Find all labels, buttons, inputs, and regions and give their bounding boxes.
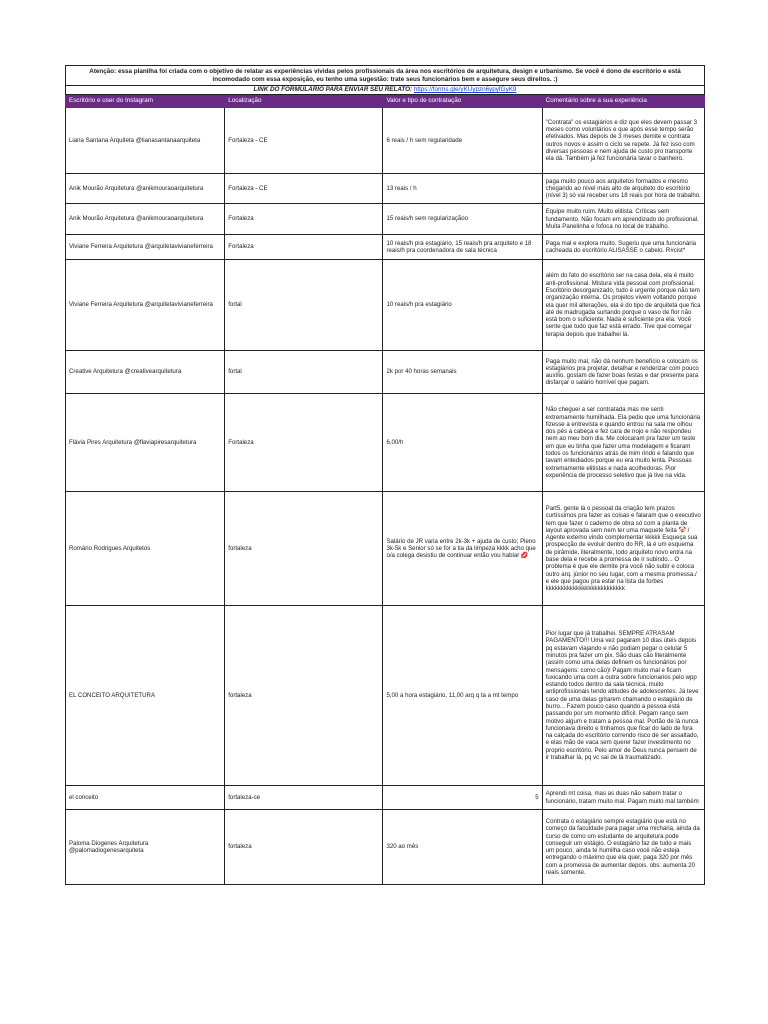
table-row — [66, 260, 705, 351]
value-cell: 10 reais/h pra estagiário — [383, 260, 542, 351]
value-cell: 5 — [383, 786, 542, 810]
table-row — [66, 394, 705, 492]
office-cell: Romário Rodrigues Arquitetos — [66, 492, 225, 606]
location-cell: fortaleza — [225, 606, 383, 786]
value-cell: 10 reais/h pra estagiário, 15 reais/h pra arquiteto e 18 reais/h pra coordenadora de sala técnica — [383, 235, 542, 260]
comment-cell: Part5. gente lá o pessoal da criação tem prazos curtíssimos pra fazer as coisas e falaram que o executivo tem que fazer o caderno de obra só com a planta de layout aprovada sem nem ter uma maquete feita 🤡 / Agente externo vindo complementar kkkkk Esqueça sua prospecção de evoluir dentro do RR, lá é um esquema de pirâmide, literalmente, todo arquiteto novo entra na base dela e recebe a promessa de ir subindo... O problema é que ele demite pra você não subir e coloca outro arq. júnior no seu lugar, com a mesma promessa./ e ele que pagou pra estar na lista da forbes kkkkkkkkkkkkkkkkkkkkkkkkkk — [542, 492, 704, 606]
office-cell: Viviane Ferreira Arquitetura @arquitetavivianeferreira — [66, 260, 225, 351]
location-cell: fortal — [225, 260, 383, 351]
table-row — [66, 492, 705, 606]
office-cell: Anik Mourão Arquitetura @anikmouraoarquitetura — [66, 204, 225, 235]
table-row — [66, 108, 705, 174]
comment-cell: "Contrata" os estagiários e diz que eles devem passar 3 meses como voluntários e que após esse tempo serão efetivados. Mas depois de 3 meses demite e contrata outros novos e assim o ciclo se repete. Já fez isso com diversas pessoas e nem ajuda de custo pro transporte ela dá. Também já fez funcionária lavar o banheiro. — [542, 108, 704, 174]
value-cell: 6 reais / h sem regularidade — [383, 108, 542, 174]
comment-cell: além do fato do escritório ser na casa dela, ela é muito anti-profissional. Mistura vida pessoal com profissional. Escritório desorganizado, tudo é urgente porque não tem organização interna. Os projetos vivem voltando porque ela quer mil alterações, ela é do tipo de arquiteta que fica até de madrugada surtando porque o vaso de flor não está bom o suficiente. Nada é suficiente pra ela. Você sente que tudo que faz está errado. Tive que começar terapia depois que trabalhei lá. — [542, 260, 704, 351]
table-row — [66, 174, 705, 204]
notice-row — [66, 66, 705, 86]
location-cell: Fortaleza — [225, 394, 383, 492]
location-cell: fortaleza — [225, 810, 383, 885]
comment-cell: Contrata o estagiário sempre estagiário que está no começo da faculdade para pagar uma micharia, ainda da curso de como um estudante de arquitetura pode conseguir um estágio. O estagiário faz de tudo e mais um pouco, ainda te humilha caso você não esteja entregando o máximo que ela quer, paga 320 por mês com a promessa de aumentar depois. obs: aumenta 20 reais somente. — [542, 810, 704, 885]
header-row — [66, 95, 705, 108]
notice-text: Atenção: essa planilha foi criada com o objetivo de relatar as experiências vividas pelos profissionais da área nos escritórios de arquitetura, design e urbanismo. Se você é dono de escritório e está incomodado com essa exposição, eu tenho uma sugestão: trate seus funcionários bem e assegure seus direitos. :) — [66, 66, 705, 86]
spreadsheet — [65, 65, 705, 885]
comment-cell: Equipe muito ruim. Muito elitista. Críticas sem fundamento. Não focam em aprendizado do profissional. Muita Panelinha e fofoca no local de trabalho. — [542, 204, 704, 235]
table-row — [66, 786, 705, 810]
location-cell: Fortaleza - CE — [225, 174, 383, 204]
form-link-label: LINK DO FORMULÁRIO PARA ENVIAR SEU RELATO: — [253, 86, 413, 94]
table-row — [66, 235, 705, 260]
office-cell: el conceito — [66, 786, 225, 810]
form-link-url[interactable]: https://forms.gle/yKUypzn6ypyfGyK9 — [413, 86, 517, 94]
value-cell: 13 reais / h — [383, 174, 542, 204]
table-row — [66, 810, 705, 885]
location-cell: Fortaleza - CE — [225, 108, 383, 174]
location-cell: Fortaleza — [225, 235, 383, 260]
comment-cell: Paga mal e explora muito. Sugeriu que uma funcionária cacheada do escritório ALISASSE o cabelo. R#cist* — [542, 235, 704, 260]
location-cell: fortal — [225, 351, 383, 394]
location-cell: Fortaleza — [225, 204, 383, 235]
table-row — [66, 351, 705, 394]
reports-table — [65, 65, 705, 885]
value-cell: Salário de JR varia entre 2k-3k + ajuda de custo; Pleno 3k-5k e Senior só se for a tia da limpeza kkkk acho que o/a colega desistiu de continuar então vou hablar 💋 — [383, 492, 542, 606]
office-cell: EL CONCEITO ARQUITETURA — [66, 606, 225, 786]
comment-cell: Não cheguei a ser contratada mas me senti extremamente humilhada. Ela pediu que uma funcionária fizesse a entrevista e quando entrou na sala me olhou dos pés a cabeça e fez cara de nojo e não respondeu nem ao meu bom dia. Me colocaram pra fazer um teste em que eu tinha que fazer uma modelagem e ficaram todos os funcionários atrás de mim rindo e falando que tavam entediados porque eu era muito lenta. Pessoas extremamente elitistas e nada acolhedoras. Pior experiência de processo seletivo que já tive na vida. — [542, 394, 704, 492]
value-cell: 2k por 40 horas semanais — [383, 351, 542, 394]
office-cell: Creative Arquitetura @creativearquitetura — [66, 351, 225, 394]
form-link-row — [66, 86, 705, 95]
comment-cell: Aprendi mt coisa, mas as duas não sabem tratar o funcionário, tratam muito mal. Pagam muito mal também — [542, 786, 704, 810]
table-row — [66, 204, 705, 235]
office-cell: Anik Mourão Arquitetura @anikmouraoarquitetura — [66, 174, 225, 204]
comment-cell: Paga muito mal, não dá nenhum benefício e colocam os estagiários pra projetar, detalhar e renderizar com pouco auxílio. gostam de fazer boas festas e dar presente para disfarçar o salário horrível que pagam. — [542, 351, 704, 394]
value-cell: 320 ao mês — [383, 810, 542, 885]
office-cell: Viviane Ferreira Arquitetura @arquitetavivianeferreira — [66, 235, 225, 260]
header-comment: Comentário sobre a sua experiência — [542, 95, 704, 108]
value-cell: 15 reais/h sem regularizaçãoo — [383, 204, 542, 235]
comment-cell: paga muito pouco aos arquitetos formados e mesmo chegando ao nível mais alto de arquiteto do escritório (nível 3) só vai receber uns 18 reais por hora de trabalho. — [542, 174, 704, 204]
location-cell: fortaleza — [225, 492, 383, 606]
table-row — [66, 606, 705, 786]
form-link-cell — [66, 86, 705, 95]
comment-cell: Pior lugar que já trabalhei. SEMPRE ATRASAM PAGAMENTO!!! Uma vez pagaram 10 dias úteis depois pq estavam viajando e não podiam pegar o celular 5 minutos pra fazer um pix. São duas cão literalmente (assim como uma delas definem os funcionários por mensagens: como cão)! Pagam muito mal e ficam fuxicando uma com a outra sobre funcionarios pelo wpp estando todos dentro da sala técnica, muito antiprofissionais tendo atitudes de adolescentes. Já teve caso de uma delas gritarem chamando o estagiário de burro... Fazem pouco caso quando a pessoa está passando por um momento difícil. Pegam ranço sem motivo algum e tratam a pessoa mal. Portão de lá nunca funcionava direito e tínhamos que ficar do lado de fora na calçada do escritório correndo risco de ser assaltado, e elas mão de vaca sem querer fazer investimento no proprio escritório. Pelo amor de Deus nunca pensem de ir trabalhar lá, pq vc sai de lá traumatizado. — [542, 606, 704, 786]
header-value: Valor e tipo de contratação — [383, 95, 542, 108]
value-cell: 6,00/h — [383, 394, 542, 492]
value-cell: 5,00 a hora estagiário, 11,00 arq q ta a mt tempo — [383, 606, 542, 786]
office-cell: Paloma Diogenes Arquitetura @palomadiogenesarquiteta — [66, 810, 225, 885]
office-cell: Flávia Pires Arquitetura @flaviapiresarquitetura — [66, 394, 225, 492]
location-cell: fortaleza-ce — [225, 786, 383, 810]
header-location: Localização — [225, 95, 383, 108]
office-cell: Liana Santana Arquiteta @lianasantanaarquiteta — [66, 108, 225, 174]
header-office: Escritório e user do Instagram — [66, 95, 225, 108]
